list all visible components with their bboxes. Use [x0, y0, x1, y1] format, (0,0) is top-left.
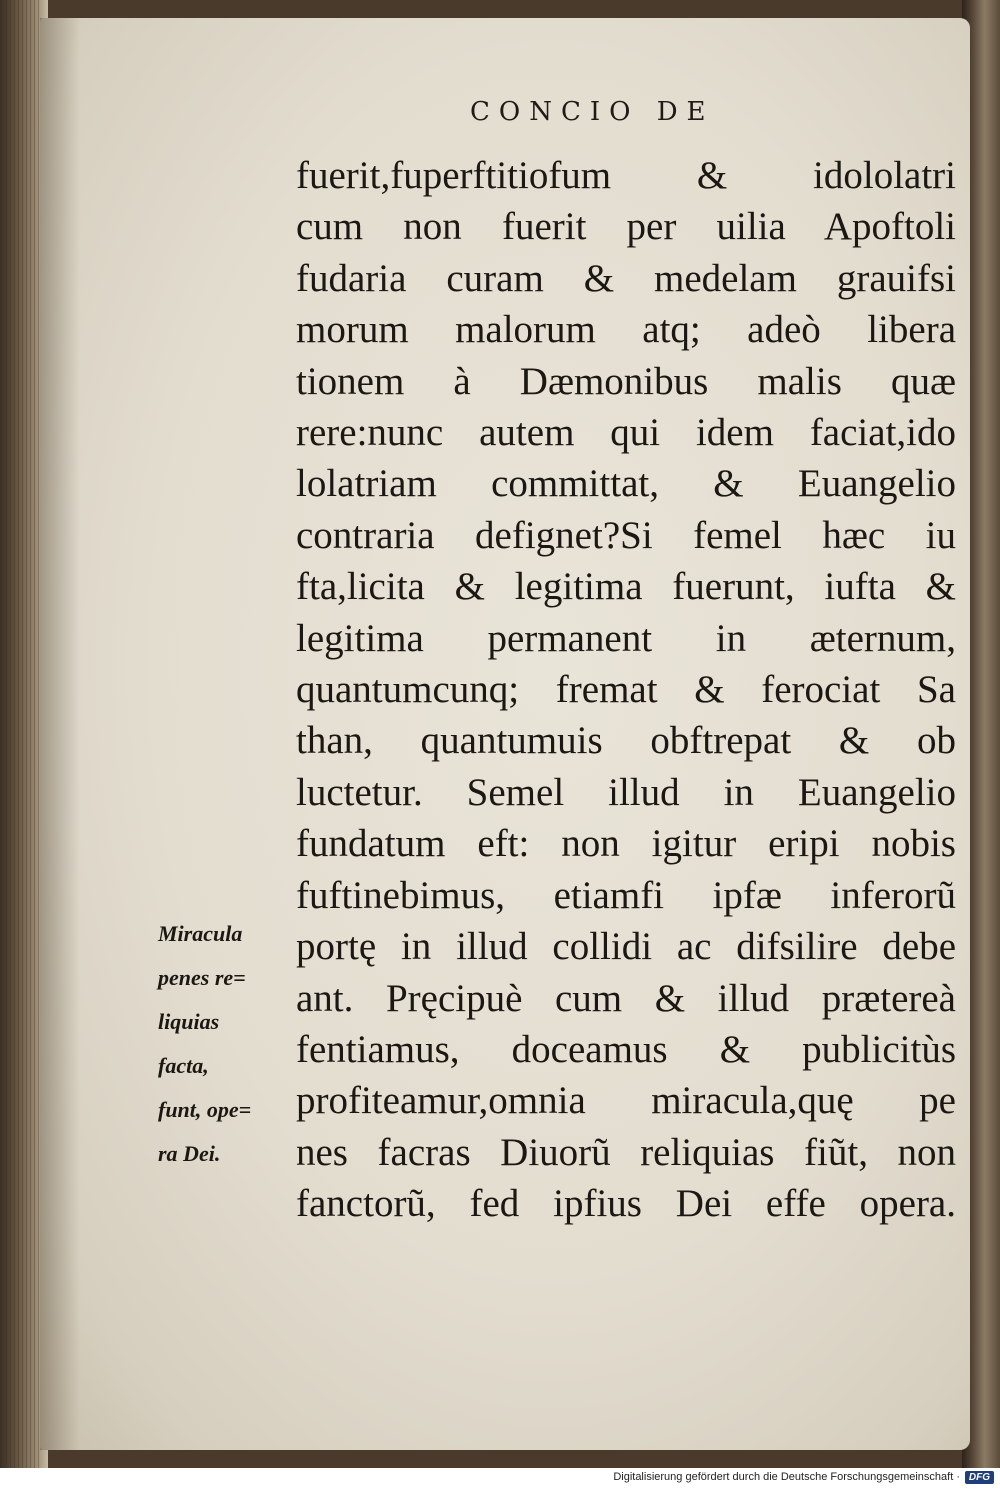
- running-head: CONCIO DE: [470, 97, 715, 127]
- text-line: nes facras Diuorũ reliquias fiũt, non: [296, 1130, 956, 1174]
- text-line: rere:nunc autem qui idem faciat,ido: [296, 411, 956, 455]
- text-line: quantumcunq; fremat & ferociat Sa: [296, 668, 956, 712]
- text-line: legitima permanent in æternum,: [296, 616, 956, 660]
- marginal-note-line: liquias: [158, 1009, 220, 1034]
- page-edges: [6, 0, 40, 1468]
- funding-credit: Digitalisierung gefördert durch die Deutsche Forschungsgemeinschaft ·: [613, 1471, 960, 1483]
- text-line: lolatriam committat, & Euangelio: [296, 462, 956, 506]
- text-line: fentiamus, doceamus & publicitùs: [296, 1027, 956, 1071]
- text-line: morum malorum atq; adeò libera: [296, 308, 956, 352]
- marginal-note-line: funt, ope=: [158, 1097, 252, 1122]
- text-line: portę in illud collidi ac difsilire debe: [296, 925, 956, 969]
- marginal-note-line: Miracula: [158, 921, 243, 946]
- text-line: tionem à Dæmonibus malis quæ: [296, 359, 956, 403]
- digitization-footer: [0, 1468, 1000, 1489]
- text-line: profiteamur,omnia miracula,quę pe: [296, 1079, 956, 1123]
- gutter-shadow: [40, 18, 80, 1450]
- marginal-note: [158, 912, 293, 1176]
- text-line: fuerit,fuperftitiofum & idololatri: [296, 154, 956, 197]
- text-line: ant. Pręcipuè cum & illud prætereà: [296, 976, 956, 1020]
- body-text: [296, 150, 956, 1230]
- text-line: than, quantumuis obftrepat & ob: [296, 719, 956, 763]
- text-line: fanctorũ, fed ipfius Dei effe opera.: [296, 1182, 956, 1226]
- marginal-note-line: penes re=: [158, 965, 246, 990]
- text-line: contraria defignet?Si femel hæc iu: [296, 513, 956, 557]
- text-line: fuftinebimus, etiamfi ipfæ inferorũ: [296, 873, 956, 917]
- text-line: fta,licita & legitima fuerunt, iufta &: [296, 565, 956, 609]
- text-line: fudaria curam & medelam grauifsi: [296, 256, 956, 300]
- text-line: cum non fuerit per uilia Apoftoli: [296, 205, 956, 249]
- marginal-note-line: ra Dei.: [158, 1141, 221, 1166]
- marginal-note-line: facta,: [158, 1053, 209, 1078]
- text-line: luctetur. Semel illud in Euangelio: [296, 770, 956, 814]
- text-line: fundatum eft: non igitur eripi nobis: [296, 822, 956, 866]
- dfg-logo: DFG: [965, 1471, 994, 1484]
